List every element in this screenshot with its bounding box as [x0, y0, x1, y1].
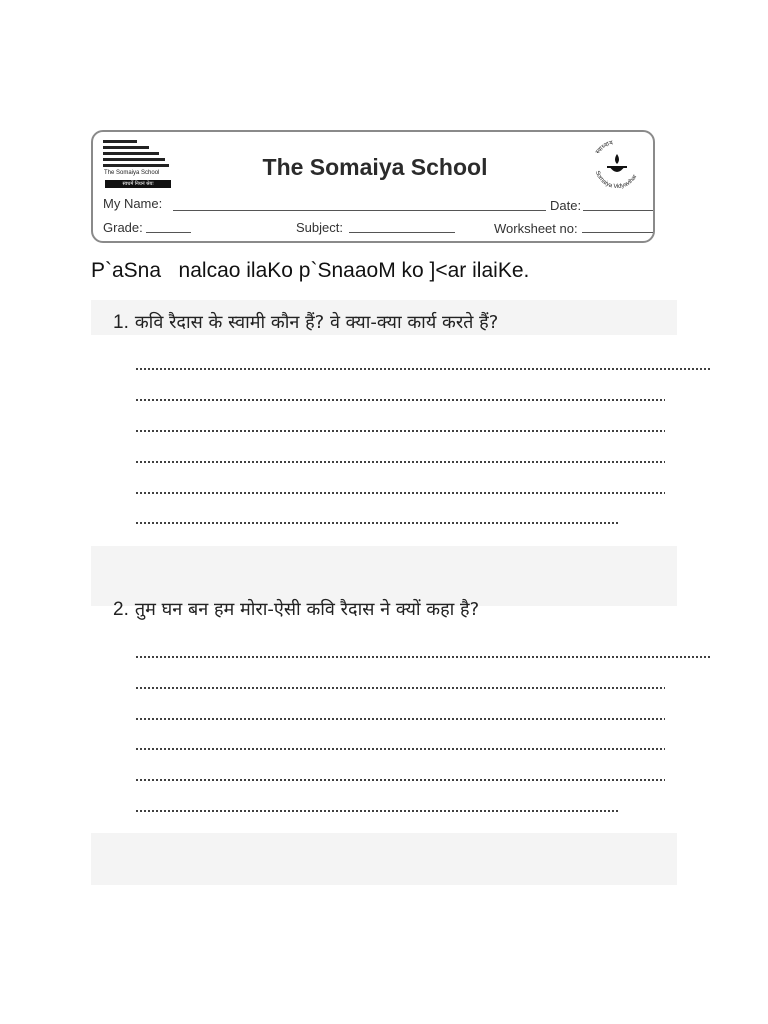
subject-label: Subject:: [296, 220, 343, 235]
question-1: [113, 310, 498, 334]
question-2-number: 2.: [113, 599, 129, 620]
grade-field[interactable]: [146, 232, 191, 233]
answer-1-line-1[interactable]: [135, 366, 711, 372]
answer-2-line-1[interactable]: [135, 654, 711, 660]
logo-motto-bar: [105, 180, 171, 188]
svg-text:Somaiya Vidyavihar: [594, 170, 639, 190]
school-title: The Somaiya School: [262, 154, 488, 180]
question-2-text: तुम घन बन हम मोरा-ऐसी कवि रैदास ने क्यों कहा है?: [134, 599, 480, 620]
my-name-label: My Name:: [103, 196, 163, 211]
instruction-text: P`aSna nalcao ilaKo p`SnaaoM ko ]<ar ilaiKe.: [91, 259, 530, 282]
answer-1-line-2[interactable]: [135, 397, 665, 403]
answer-1-line-5[interactable]: [135, 490, 665, 496]
worksheet-field[interactable]: [582, 232, 653, 233]
answer-2-line-5[interactable]: [135, 777, 665, 783]
header-box: [91, 130, 655, 243]
grade-label: Grade:: [103, 220, 143, 235]
answer-2-line-3[interactable]: [135, 716, 665, 722]
logo-motto: स्वधर्मे निधनं श्रेयः: [122, 181, 154, 187]
subject-field[interactable]: [349, 232, 455, 233]
answer-1-line-6[interactable]: [135, 520, 619, 526]
answer-1-line-4[interactable]: [135, 459, 665, 465]
school-emblem-icon: [587, 136, 647, 194]
svg-text:स्वाध्याय: [594, 139, 614, 155]
worksheet-label: Worksheet no:: [494, 221, 578, 236]
date-label: Date:: [550, 198, 582, 213]
logo-school-name: The Somaiya School: [104, 170, 160, 176]
question-2: [113, 597, 479, 621]
answer-1-line-3[interactable]: [135, 428, 665, 434]
my-name-field[interactable]: [173, 210, 546, 211]
answer-2-line-6[interactable]: [135, 808, 619, 814]
bottom-shade: [91, 833, 677, 885]
date-field[interactable]: [583, 210, 653, 211]
answer-2-line-4[interactable]: [135, 746, 665, 752]
question-1-number: 1.: [113, 312, 129, 333]
answer-2-line-2[interactable]: [135, 685, 665, 691]
question-1-text: कवि रैदास के स्वामी कौन हैं? वे क्या-क्या कार्य करते हैं?: [134, 312, 499, 333]
emblem-top-text: स्वाध्याय: [594, 139, 614, 156]
emblem-bottom-text: Somaiya Vidyavihar: [593, 170, 639, 191]
